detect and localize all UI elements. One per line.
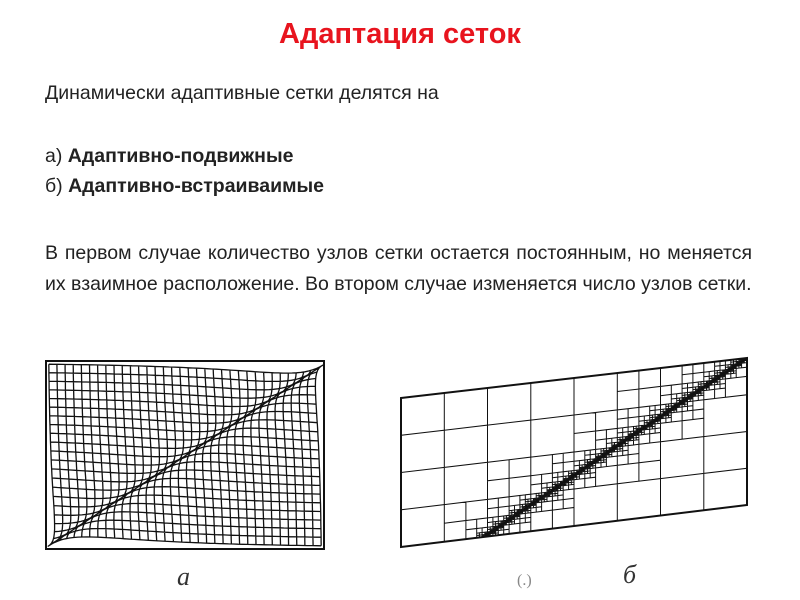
faint-mark: (.) <box>517 572 532 589</box>
refined-mesh-figure <box>395 350 755 555</box>
list-item-b <box>45 175 324 198</box>
caption-b: б <box>623 560 637 589</box>
list-marker-a: а) <box>45 145 63 167</box>
moving-mesh-figure <box>40 355 330 555</box>
list-label-b: Адаптивно-встраиваимые <box>68 175 325 197</box>
slide-title: Адаптация сеток <box>279 18 521 50</box>
caption-a: а <box>177 562 190 591</box>
list-label-a: Адаптивно-подвижные <box>67 145 294 167</box>
list-marker-b: б) <box>45 175 63 197</box>
moving-mesh-lines <box>48 364 324 546</box>
refined-mesh-cells <box>401 358 747 547</box>
list-item-a <box>45 145 293 168</box>
intro-text: Динамически адаптивные сетки делятся на <box>45 82 439 104</box>
description-paragraph: В первом случае количество узлов сетки остается постоянным, но меняется их взаимное расположение. Во втором случае изменяется число узлов сетки. <box>45 242 752 295</box>
